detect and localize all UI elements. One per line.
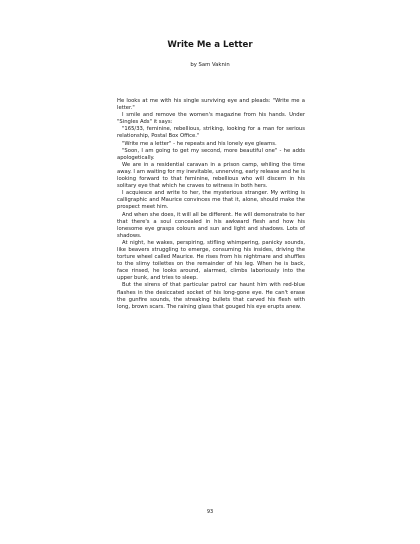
- paragraph: But the sirens of that particular patrol car haunt him with red-blue flashes in the desiccated socket of his long-gone eye. He can't erase the gunfire sounds, the streaking bullets that carved his flesh with long, brown scars. The raining glass that gouged his eye erupts anew.: [117, 282, 305, 310]
- paragraph: And when she does, it will all be different. He will demonstrate to her that there's a soul concealed in his awkward flesh and how his lonesome eye grasps colours and sun and light and shadows. Lots of shadows.: [117, 211, 305, 239]
- paragraph: I smile and remove the women's magazine from his hands. Under "Singles Ads" it says:: [117, 112, 305, 126]
- author-byline: by Sam Vaknin: [190, 62, 230, 68]
- paragraph: I acquiesce and write to her, the mysterious stranger. My writing is calligraphic and Maurice convinces me that it, alone, should make the prospect meet him.: [117, 190, 305, 211]
- paragraph: "165/33, feminine, rebellious, striking, looking for a man for serious relationship, Postal Box Office.": [117, 126, 305, 140]
- paragraph: "Write me a letter" - he repeats and his lonely eye gleams.: [122, 140, 277, 147]
- paragraph: He looks at me with his single surviving eye and pleads: "Write me a letter.": [117, 98, 305, 112]
- paragraph: "Soon, I am going to get my second, more beautiful one" - he adds apologetically.: [117, 147, 305, 161]
- story-body: [117, 98, 305, 311]
- document-title: Write Me a Letter: [167, 40, 253, 50]
- page-number: 93: [206, 509, 214, 515]
- paragraph: We are in a residential caravan in a prison camp, whiling the time away. I am waiting for my inevitable, unnerving, early release and he is looking forward to that feminine, rebellious who will discern in his solitary eye that which he craves to witness in both hers.: [117, 161, 306, 190]
- paragraph: At night, he wakes, perspiring, stifling whimpering, panicky sounds, like beavers struggling to emerge, consuming his insides, driving the torture wheel called Maurice. He rises from his nightmare and shuffles to the slimy toilettes on the remainder of his leg. When he is back, face rinsed, he looks around, alarmed, climbs laboriously into the upper bunk, and tries to sleep.: [117, 239, 305, 282]
